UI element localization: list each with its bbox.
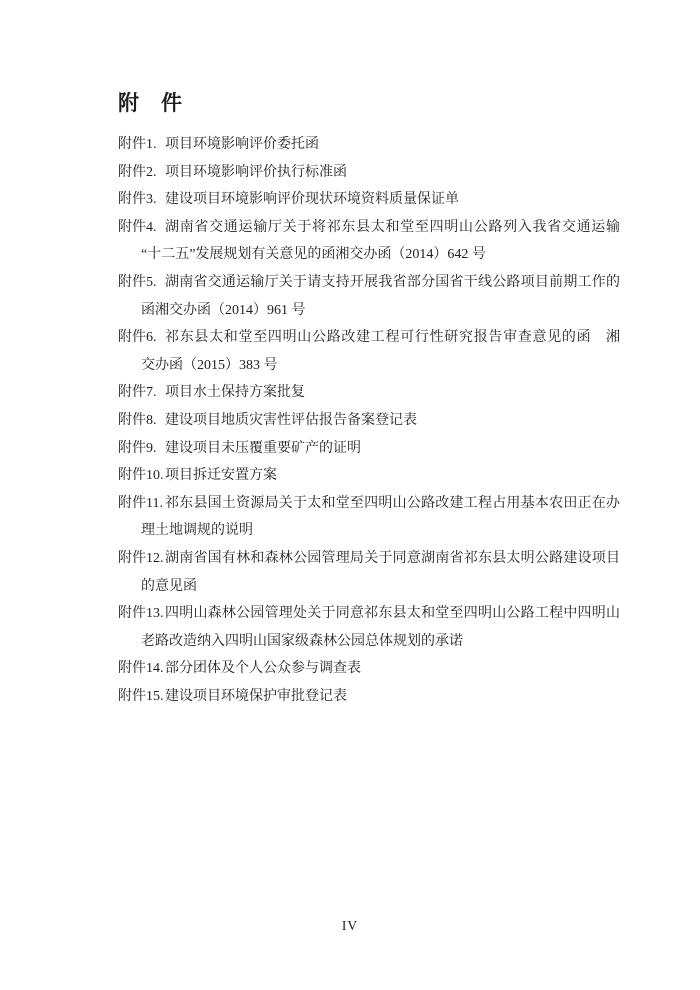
page-number: IV (341, 918, 359, 933)
attachment-label: 附件4. (118, 219, 157, 235)
attachment-title-continuation: 函湘交办函（2014）961 号 (141, 302, 306, 318)
attachment-title-continuation: “十二五”发展规划有关意见的函湘交办函（2014）642 号 (141, 247, 486, 263)
attachment-label: 附件11. (118, 495, 163, 511)
attachment-label: 附件2. (118, 164, 157, 180)
attachment-label: 附件8. (118, 412, 157, 428)
attachment-title-text: 项目环境影响评价执行标准函 (165, 164, 347, 180)
attachment-title-text: 建设项目未压覆重要矿产的证明 (165, 440, 361, 456)
attachment-item (118, 462, 620, 490)
attachment-title-text: 建设项目环境影响评价现状环境资料质量保证单 (165, 192, 459, 208)
attachment-label: 附件7. (118, 385, 157, 401)
attachment-item (118, 435, 620, 463)
attachment-label: 附件9. (118, 440, 157, 456)
attachment-item (118, 545, 620, 600)
attachment-title-text: 祁东县太和堂至四明山公路改建工程可行性研究报告审查意见的函 湘 (165, 330, 620, 346)
attachment-item (118, 324, 620, 379)
attachment-label: 附件14. (118, 661, 164, 677)
attachment-item (118, 655, 620, 683)
attachment-title-text: 部分团体及个人公众参与调查表 (165, 661, 361, 677)
attachment-label: 附件15. (118, 688, 164, 704)
attachment-title-text: 项目拆迁安置方案 (165, 468, 277, 484)
attachment-label: 附件5. (118, 274, 157, 290)
attachment-title-text: 项目水土保持方案批复 (165, 385, 305, 401)
attachment-title-continuation: 老路改造纳入四明山国家级森林公园总体规划的承诺 (141, 633, 463, 649)
attachment-label: 附件12. (118, 550, 164, 566)
attachment-label: 附件1. (118, 137, 157, 152)
attachment-title-text: 湖南省国有林和森林公园管理局关于同意湖南省祁东县太明公路建设项目 (165, 550, 620, 566)
attachment-title-text: 建设项目环境保护审批登记表 (165, 688, 347, 704)
attachment-item (118, 186, 620, 214)
attachment-item (118, 131, 620, 159)
attachment-item (118, 683, 620, 711)
attachment-item (118, 600, 620, 655)
attachment-list (118, 131, 620, 710)
attachment-title-continuation: 的意见函 (141, 578, 197, 594)
attachment-item (118, 159, 620, 187)
attachment-title-continuation: 交办函（2015）383 号 (141, 357, 278, 373)
page-title: 附 件 (118, 91, 183, 115)
attachment-title-text: 四明山森林公园管理处关于同意祁东县太和堂至四明山公路工程中四明山 (165, 606, 620, 622)
attachment-label: 附件10. (118, 468, 164, 484)
attachment-item (118, 379, 620, 407)
attachment-title-continuation: 理土地调规的说明 (141, 523, 253, 539)
attachment-title-text: 项目环境影响评价委托函 (165, 137, 319, 152)
attachment-item (118, 269, 620, 324)
attachment-title-text: 湖南省交通运输厅关于将祁东县太和堂至四明山公路列入我省交通运输 (165, 219, 620, 235)
attachment-title-text: 祁东县国土资源局关于太和堂至四明山公路改建工程占用基本农田正在办 (165, 495, 620, 511)
attachment-item (118, 407, 620, 435)
attachment-title-text: 建设项目地质灾害性评估报告备案登记表 (165, 412, 417, 428)
attachment-label: 附件13. (118, 606, 164, 622)
attachment-title-text: 湖南省交通运输厅关于请支持开展我省部分国省干线公路项目前期工作的 (165, 274, 620, 290)
attachment-label: 附件3. (118, 192, 157, 208)
attachment-item (118, 490, 620, 545)
attachment-item (118, 214, 620, 269)
attachment-label: 附件6. (118, 330, 157, 346)
